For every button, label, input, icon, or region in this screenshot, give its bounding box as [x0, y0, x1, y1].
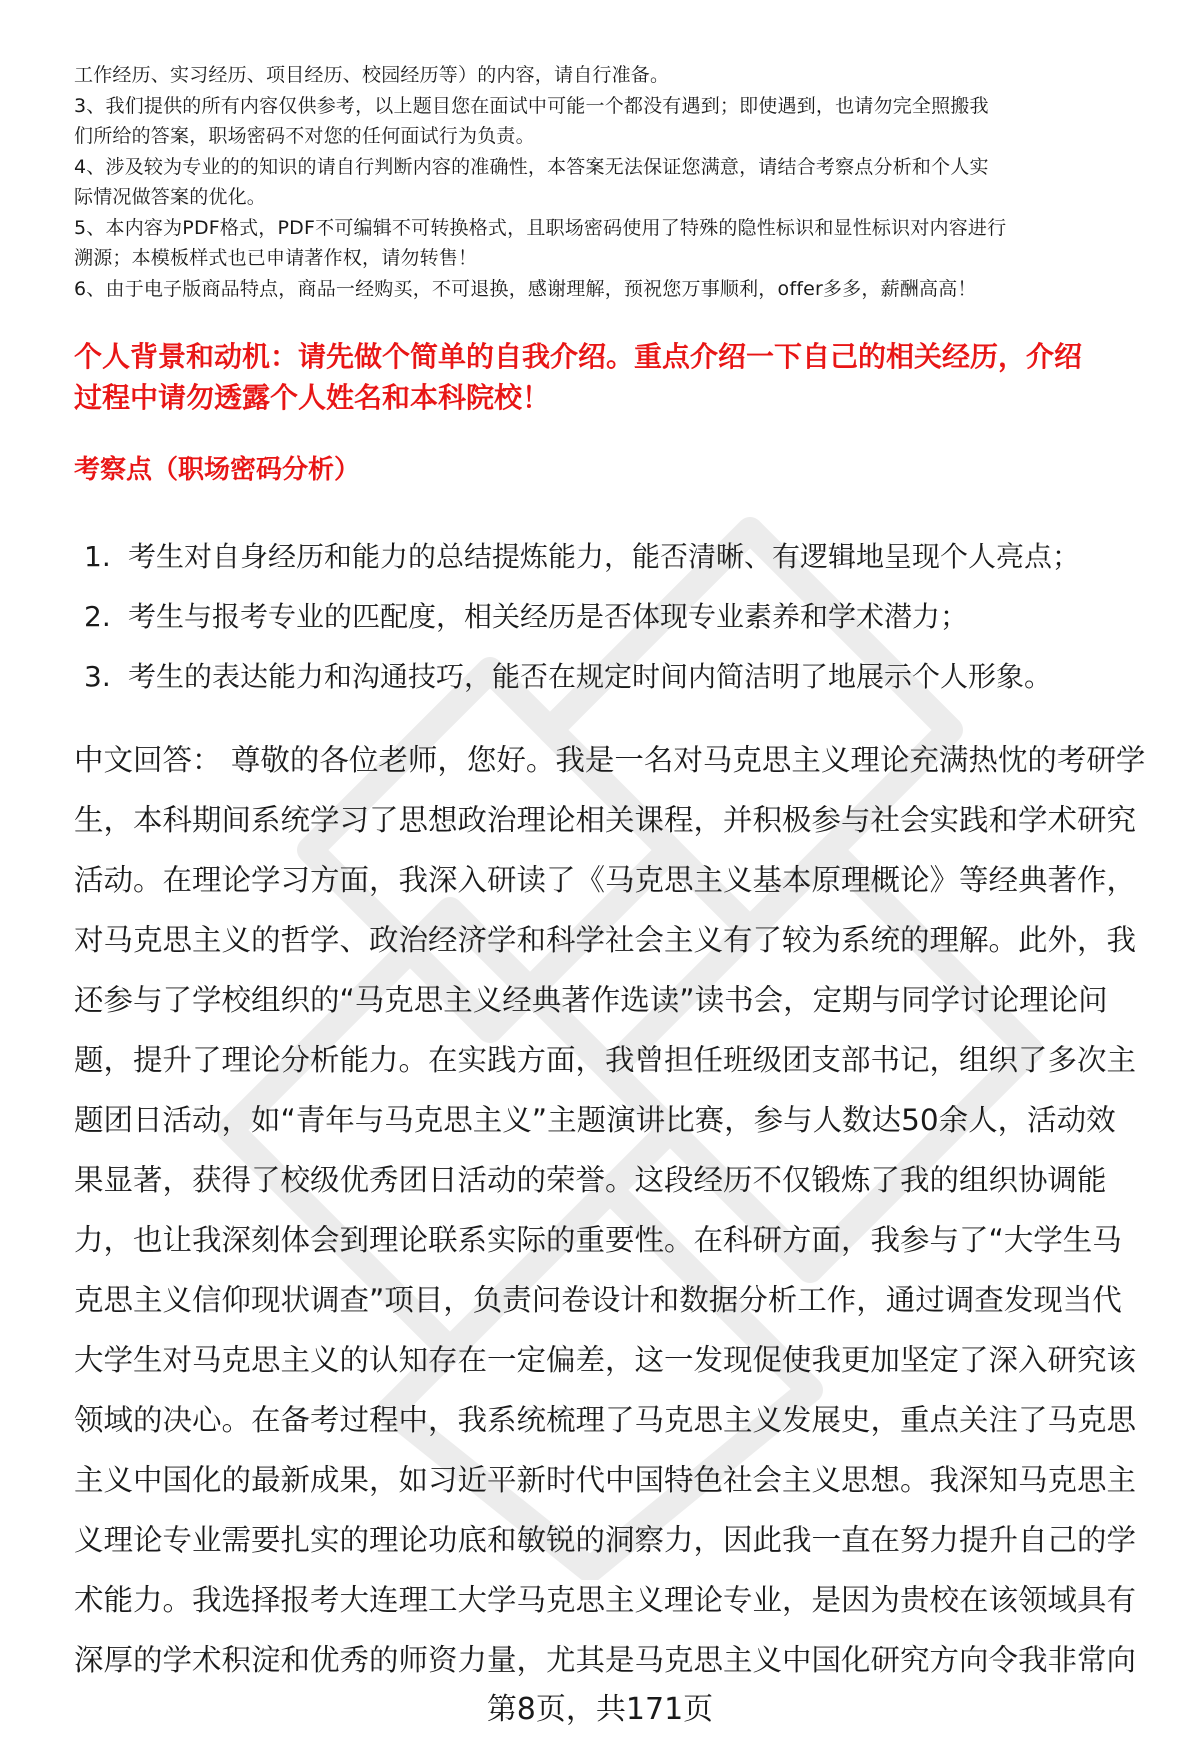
question-line-2: 过程中请勿透露个人姓名和本科院校！: [74, 381, 551, 414]
answer-line: 义理论专业需要扎实的理论功底和敏锐的洞察力，因此我一直在努力提升自己的学: [74, 1523, 1137, 1557]
list-item-text: 考生的表达能力和沟通技巧，能否在规定时间内简洁明了地展示个人形象。: [128, 660, 1053, 693]
question-heading: [74, 336, 1164, 418]
answer-line: 力，也让我深刻体会到理论联系实际的重要性。在科研方面，我参与了“大学生马: [74, 1223, 1122, 1257]
note-line: 工作经历、实习经历、项目经历、校园经历等）的内容，请自行准备。: [74, 64, 670, 86]
note-line: 5、本内容为PDF格式，PDF不可编辑不可转换格式，且职场密码使用了特殊的隐性标识和显性标识对内容进行: [74, 216, 1007, 239]
answer-line: 术能力。我选择报考大连理工大学马克思主义理论专业，是因为贵校在该领域具有: [74, 1583, 1137, 1617]
answer-line: 克思主义信仰现状调查”项目，负责问卷设计和数据分析工作，通过调查发现当代: [74, 1283, 1122, 1317]
note-line: 6、由于电子版商品特点，商品一经购买，不可退换，感谢理解，预祝您万事顺利，offer多多，薪酬高高！: [74, 277, 977, 300]
note-line: 3、我们提供的所有内容仅供参考，以上题目您在面试中可能一个都没有遇到；即使遇到，也请勿完全照搬我: [74, 94, 989, 117]
list-item: [84, 527, 1164, 587]
note-line: 4、涉及较为专业的的知识的请自行判断内容的准确性，本答案无法保证您满意，请结合考察点分析和个人实: [74, 155, 989, 178]
list-item-number: 3.: [84, 660, 111, 693]
list-item: [84, 587, 1164, 647]
answer-line: 主义中国化的最新成果，如习近平新时代中国特色社会主义思想。我深知马克思主: [74, 1463, 1137, 1497]
answer-line: 大学生对马克思主义的认知存在一定偏差，这一发现促使我更加坚定了深入研究该: [74, 1343, 1137, 1377]
note-line: 们所给的答案，职场密码不对您的任何面试行为负责。: [74, 125, 535, 147]
page-number: 第8页，共171页: [486, 1692, 714, 1727]
answer-line: 果显著，获得了校级优秀团日活动的荣誉。这段经历不仅锻炼了我的组织协调能: [74, 1163, 1107, 1197]
list-item-text: 考生与报考专业的匹配度，相关经历是否体现专业素养和学术潜力；: [128, 600, 969, 633]
answer-line: 还参与了学校组织的“马克思主义经典著作选读”读书会，定期与同学讨论理论问: [74, 983, 1108, 1017]
answer-line: 活动。在理论学习方面，我深入研读了《马克思主义基本原理概论》等经典著作，: [74, 863, 1137, 897]
note-line: 际情况做答案的优化。: [74, 186, 267, 208]
answer-paragraph: [74, 730, 1164, 1690]
answer-line: 题，提升了理论分析能力。在实践方面，我曾担任班级团支部书记，组织了多次主: [74, 1043, 1137, 1077]
list-item-number: 2.: [84, 600, 111, 633]
question-line-1: 个人背景和动机：请先做个简单的自我介绍。重点介绍一下自己的相关经历，介绍: [74, 340, 1083, 373]
note-line: 溯源；本模板样式也已申请著作权，请勿转售！: [74, 247, 478, 269]
answer-line: 深厚的学术积淀和优秀的师资力量，尤其是马克思主义中国化研究方向令我非常向: [74, 1643, 1137, 1677]
list-item: [84, 647, 1164, 707]
answer-line: 生，本科期间系统学习了思想政治理论相关课程，并积极参与社会实践和学术研究: [74, 803, 1137, 837]
answer-line: 题团日活动，如“青年与马克思主义”主题演讲比赛，参与人数达50余人，活动效: [74, 1103, 1116, 1137]
answer-line: 对马克思主义的哲学、政治经济学和科学社会主义有了较为系统的理解。此外，我: [74, 923, 1137, 957]
points-title: 考察点（职场密码分析）: [74, 455, 361, 485]
answer-line: 领域的决心。在备考过程中，我系统梳理了马克思主义发展史，重点关注了马克思: [74, 1403, 1137, 1437]
answer-line: 中文回答： 尊敬的各位老师，您好。我是一名对马克思主义理论充满热忱的考研学: [74, 743, 1146, 777]
points-list: [84, 527, 1164, 707]
notes-block: [74, 60, 1164, 304]
list-item-number: 1.: [84, 540, 111, 573]
list-item-text: 考生对自身经历和能力的总结提炼能力，能否清晰、有逻辑地呈现个人亮点；: [128, 540, 1081, 573]
